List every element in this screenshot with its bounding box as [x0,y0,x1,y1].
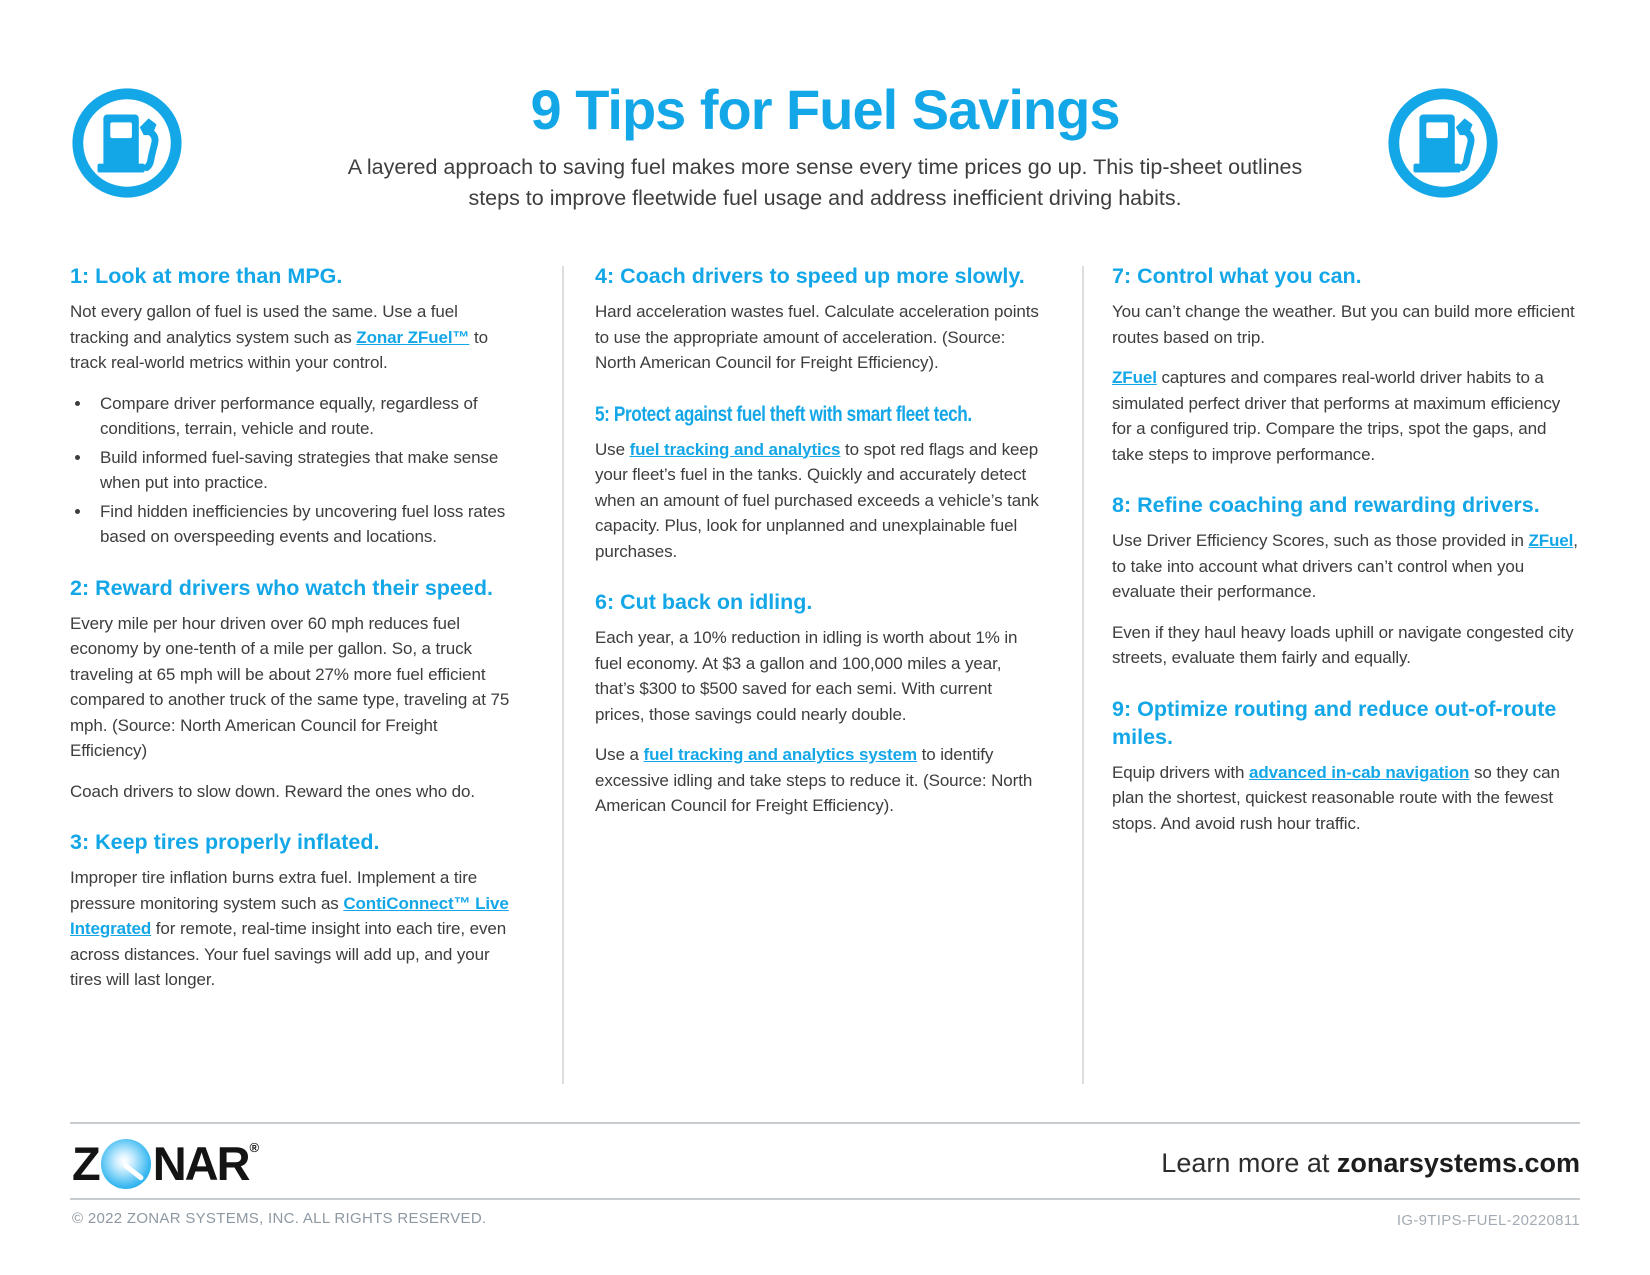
tip-1-paragraph-1 [70,299,515,376]
tip-1 [70,262,515,550]
text-segment: captures and compares real-world driver habits to a simulated perfect driver that performs at maximum efficiency for a configured trip. Compare the trips, spot the gaps, and take steps to improve performance. [1112,368,1561,464]
fuel-pump-icon [1384,84,1502,202]
logo-letters-nar: NAR [152,1137,249,1190]
text-segment: for remote, real-time insight into each tire, even across distances. Your fuel savings will add up, and your tires will last longer. [70,919,507,989]
text-segment: Use a [595,745,644,764]
registered-trademark-mark: ® [249,1140,260,1155]
fuel-pump-icon [1384,84,1502,202]
tip-8-paragraph-2 [1112,620,1580,671]
tip-7-paragraph-1 [1112,299,1580,350]
column-divider [1082,266,1084,1084]
fuel-pump-icon [68,84,186,202]
text-segment: Coach drivers to slow down. Reward the ones who do. [70,781,476,801]
tip-5-paragraph-1 [595,437,1040,565]
footer-divider [70,1122,1580,1124]
tip-1-bullet-list [70,391,515,550]
column-1 [70,262,515,1017]
tip-1-title: 1: Look at more than MPG. [70,264,343,288]
page-title: 9 Tips for Fuel Savings [530,78,1120,141]
text-segment: to spot red flags and keep your fleet’s fuel in the tanks. Quickly and accurately detect when an amount of fuel purchased exceeds a vehicle’s tank capacity. Plus, look for unplanned and unexplainable fuel purchases. [595,439,1039,561]
tip-9-title: 9: Optimize routing and reduce out-of-route miles. [1112,696,1557,749]
tip-6-paragraph-1 [595,625,1040,727]
footer-divider [70,1198,1580,1200]
tip-8 [1112,491,1580,671]
bullet-item: • Build informed fuel-saving strategies that make sense when put into practice. [92,445,515,496]
text-segment: to identify excessive idling and take steps to reduce it. (Source: North American Council for Freight Efficiency). [595,745,1033,815]
inline-link[interactable]: ZFuel [1112,368,1157,387]
zonar-logo [72,1138,259,1190]
text-segment: Even if they haul heavy loads uphill or navigate congested city streets, evaluate them fairly and equally. [1112,622,1574,667]
tip-8-paragraph-1 [1112,528,1580,605]
document-id: IG-9TIPS-FUEL-20220811 [1396,1212,1580,1229]
tip-4-paragraph-1 [595,299,1040,376]
inline-link[interactable]: ContiConnect™ Live Integrated [70,893,509,938]
tip-7 [1112,262,1580,467]
tip-7-paragraph-2 [1112,365,1580,467]
inline-link[interactable]: advanced in-cab navigation [1249,762,1470,782]
text-segment: Not every gallon of fuel is used the same. Use a fuel tracking and analytics system such as [70,302,458,347]
copyright-text: © 2022 ZONAR SYSTEMS, INC. ALL RIGHTS RESERVED. [72,1210,487,1227]
text-segment: Every mile per hour driven over 60 mph reduces fuel economy by one-tenth of a mile per gallon. So, a truck traveling at 65 mph will be about 27% more fuel efficient compared to another truck of the same type, traveling at 75 mph. (Source: North American Council for Freight Efficiency) [70,613,510,760]
tip-2-paragraph-1 [70,611,515,764]
tip-6-paragraph-2 [595,742,1040,819]
text-segment: so they can plan the shortest, quickest reasonable route with the fewest stops. And avoid rush hour traffic. [1112,762,1560,833]
tip-5-title: 5: Protect against fuel theft with smart fleet tech. [595,401,972,426]
tip-3-title: 3: Keep tires properly inflated. [70,830,380,854]
tip-8-title: 8: Refine coaching and rewarding drivers. [1112,493,1540,517]
inline-link[interactable]: fuel tracking and analytics system [643,745,917,764]
tip-4 [595,262,1040,376]
tip-5 [595,400,1040,565]
text-segment: You can’t change the weather. But you can build more efficient routes based on trip. [1112,302,1575,347]
learn-more-text: Learn more at [1161,1148,1337,1178]
learn-more [1161,1148,1580,1179]
tip-9-paragraph-1 [1112,760,1580,837]
column-2 [595,262,1040,843]
zonar-orb-icon [101,1139,151,1189]
learn-more-domain-link[interactable]: zonarsystems.com [1336,1148,1580,1178]
logo-letter-z: Z [72,1137,99,1190]
column-divider [562,266,564,1084]
orb-needle [122,1163,144,1182]
bullet-item: • Find hidden inefficiencies by uncovering fuel loss rates based on overspeeding events and locations. [92,499,515,550]
inline-link[interactable]: ZFuel [1528,531,1574,550]
text-segment: Hard acceleration wastes fuel. Calculate acceleration points to use the appropriate amount of acceleration. (Source: North American Council for Freight Efficiency). [595,302,1039,372]
tip-2 [70,574,515,805]
text-segment: to track real-world metrics within your control. [70,327,488,372]
bullet-item: • Compare driver performance equally, regardless of conditions, terrain, vehicle and route. [92,391,515,442]
tip-2-title: 2: Reward drivers who watch their speed. [70,575,493,600]
inline-link[interactable]: fuel tracking and analytics [629,439,841,459]
text-segment: Improper tire inflation burns extra fuel. Implement a tire pressure monitoring system such as [70,868,478,913]
text-segment: Use [595,439,630,459]
text-segment: Use Driver Efficiency Scores, such as those provided in [1112,531,1529,550]
inline-link[interactable]: Zonar ZFuel™ [356,327,470,347]
column-3 [1112,262,1580,860]
tip-4-title: 4: Coach drivers to speed up more slowly. [595,264,1025,288]
text-segment: Each year, a 10% reduction in idling is worth about 1% in fuel economy. At $3 a gallon and 100,000 miles a year, that’s $300 to $500 saved for each semi. With current prices, those savings could nearly double. [595,628,1018,724]
tip-7-title: 7: Control what you can. [1112,264,1362,288]
tip-2-paragraph-2 [70,779,515,805]
text-segment: Equip drivers with [1112,762,1249,782]
text-segment: , to take into account what drivers can’t control when you evaluate their performance. [1112,531,1578,601]
tip-6-title: 6: Cut back on idling. [595,590,813,614]
page-subtitle: A layered approach to saving fuel makes more sense every time prices go up. This tip-sheet outlines steps to improve fleetwide fuel usage and address inefficient driving habits. [347,155,1303,210]
tip-3 [70,828,515,993]
fuel-pump-icon [68,84,186,202]
tip-6 [595,588,1040,819]
tip-3-paragraph-1 [70,865,515,993]
tip-9 [1112,695,1580,837]
